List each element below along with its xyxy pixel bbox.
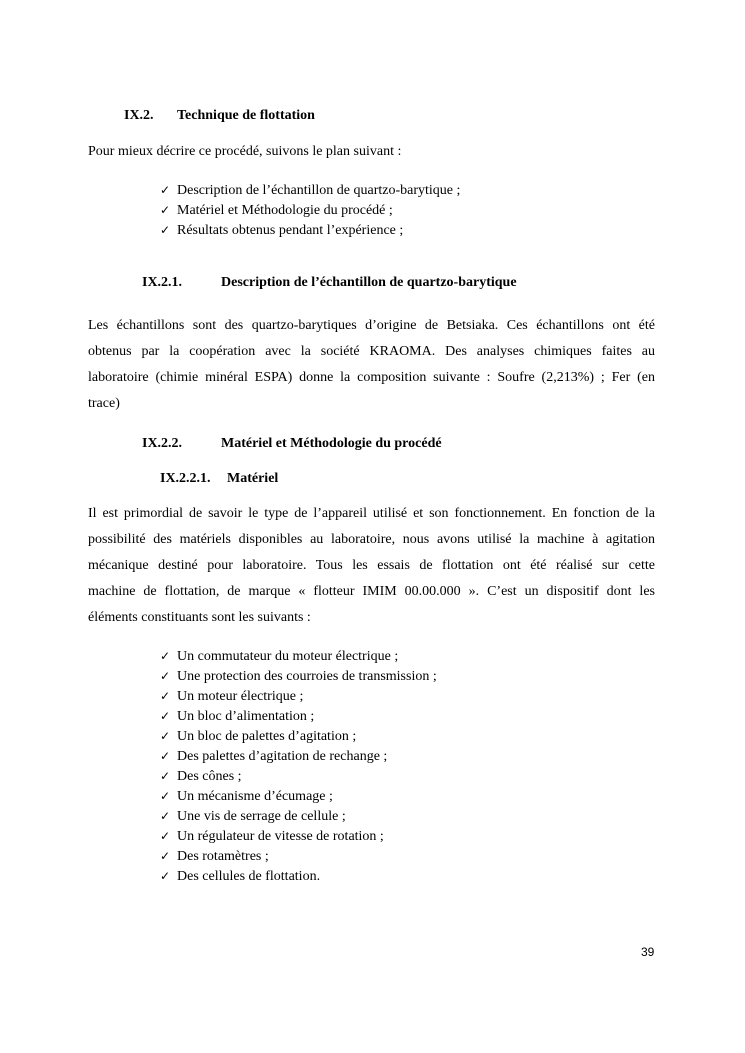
check-icon: ✓ xyxy=(160,789,171,803)
paragraph-materiel xyxy=(88,501,655,631)
component-text: Un régulateur de vitesse de rotation ; xyxy=(177,829,384,844)
components-list xyxy=(160,646,437,886)
subsubsection-number: IX.2.2.1. xyxy=(160,471,211,486)
component-item xyxy=(160,826,437,846)
check-icon: ✓ xyxy=(160,223,171,237)
component-text: Un moteur électrique ; xyxy=(177,689,304,704)
component-item xyxy=(160,686,437,706)
component-text: Un bloc d’alimentation ; xyxy=(177,709,315,724)
plan-item-text: Matériel et Méthodologie du procédé ; xyxy=(177,203,393,218)
component-item xyxy=(160,746,437,766)
plan-item xyxy=(160,180,460,200)
component-text: Des rotamètres ; xyxy=(177,849,269,864)
component-item xyxy=(160,806,437,826)
paragraph-line: Les échantillons sont des quartzo-barytiques d’origine de Betsiaka. Ces échantillons ont été xyxy=(88,318,655,333)
component-item xyxy=(160,706,437,726)
subsection-heading xyxy=(142,436,442,452)
check-icon: ✓ xyxy=(160,709,171,723)
check-icon: ✓ xyxy=(160,849,171,863)
paragraph-line: mécanique destiné pour laboratoire. Tous les essais de flottation ont été réalisé sur cette xyxy=(88,558,655,573)
paragraph-line: possibilité des matériels disponibles au laboratoire, nous avons utilisé la machine à agitation xyxy=(88,532,655,547)
paragraph-line: trace) xyxy=(88,396,120,411)
check-icon: ✓ xyxy=(160,183,171,197)
subsection-title: Matériel et Méthodologie du procédé xyxy=(221,436,442,451)
component-text: Un bloc de palettes d’agitation ; xyxy=(177,729,357,744)
component-item xyxy=(160,846,437,866)
component-item xyxy=(160,786,437,806)
paragraph-line: laboratoire (chimie minéral ESPA) donne la composition suivante : Soufre (2,213%) ; Fer (en xyxy=(88,370,655,385)
component-text: Des palettes d’agitation de rechange ; xyxy=(177,749,388,764)
component-text: Un commutateur du moteur électrique ; xyxy=(177,649,399,664)
subsection-number: IX.2.1. xyxy=(142,275,183,290)
subsection-heading xyxy=(142,275,517,291)
intro-text: Pour mieux décrire ce procédé, suivons le plan suivant : xyxy=(88,144,402,159)
plan-item xyxy=(160,200,460,220)
check-icon: ✓ xyxy=(160,809,171,823)
plan-item-text: Description de l’échantillon de quartzo-barytique ; xyxy=(177,183,461,198)
subsection-number: IX.2.2. xyxy=(142,436,183,451)
plan-item-text: Résultats obtenus pendant l’expérience ; xyxy=(177,223,404,238)
subsubsection-title: Matériel xyxy=(227,471,279,486)
subsection-title: Description de l’échantillon de quartzo-barytique xyxy=(221,275,517,290)
check-icon: ✓ xyxy=(160,203,171,217)
section-number: IX.2. xyxy=(124,108,154,123)
check-icon: ✓ xyxy=(160,869,171,883)
section-heading xyxy=(124,108,315,124)
paragraph-line: machine de flottation, de marque « flotteur IMIM 00.00.000 ». C’est un dispositif dont les xyxy=(88,584,655,599)
paragraph-line: éléments constituants sont les suivants : xyxy=(88,610,311,625)
paragraph-line: obtenus par la coopération avec la société KRAOMA. Des analyses chimiques faites au xyxy=(88,344,655,359)
component-text: Une protection des courroies de transmission ; xyxy=(177,669,437,684)
check-icon: ✓ xyxy=(160,829,171,843)
paragraph-description xyxy=(88,313,655,417)
paragraph-line: Il est primordial de savoir le type de l’appareil utilisé et son fonctionnement. En fonction de la xyxy=(88,506,655,521)
component-text: Une vis de serrage de cellule ; xyxy=(177,809,346,824)
check-icon: ✓ xyxy=(160,749,171,763)
component-item xyxy=(160,766,437,786)
plan-list xyxy=(160,180,460,240)
check-icon: ✓ xyxy=(160,769,171,783)
component-text: Un mécanisme d’écumage ; xyxy=(177,789,333,804)
page-number: 39 xyxy=(641,945,655,959)
component-text: Des cellules de flottation. xyxy=(177,869,321,884)
component-text: Des cônes ; xyxy=(177,769,242,784)
plan-item xyxy=(160,220,460,240)
component-item xyxy=(160,726,437,746)
component-item xyxy=(160,646,437,666)
component-item xyxy=(160,666,437,686)
check-icon: ✓ xyxy=(160,649,171,663)
check-icon: ✓ xyxy=(160,669,171,683)
check-icon: ✓ xyxy=(160,689,171,703)
subsubsection-heading xyxy=(160,471,278,487)
section-title: Technique de flottation xyxy=(177,108,315,123)
component-item xyxy=(160,866,437,886)
check-icon: ✓ xyxy=(160,729,171,743)
